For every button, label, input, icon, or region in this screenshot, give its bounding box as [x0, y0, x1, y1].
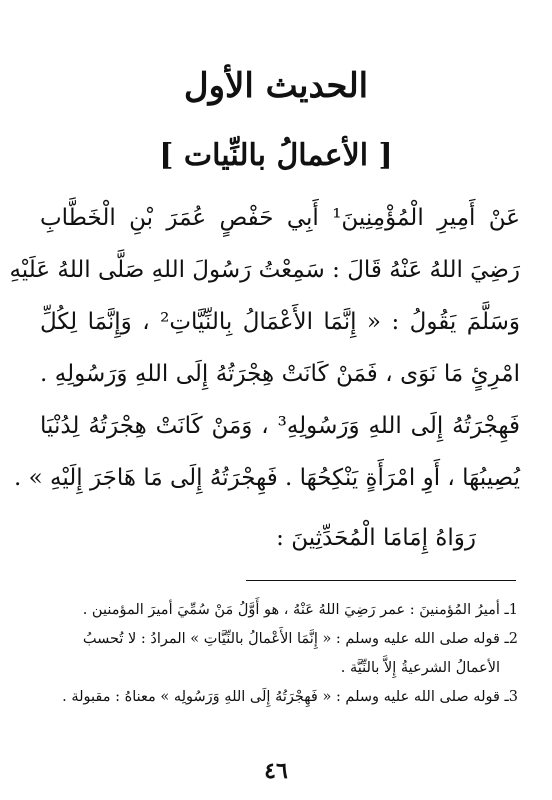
chapter-title: الحديث الأول	[183, 66, 369, 106]
footnote-2: 2ـ قوله صلى الله عليه وسلم : « إِنَّمَا الأَعْمالُ بالنِّيَّاتِ » المرادُ : لا تُحسبُ	[82, 631, 518, 647]
hadith-line: رَضِيَ اللهُ عَنْهُ قَالَ : سَمِعْتُ رَسُولَ اللهِ صَلَّى اللهُ عَلَيْهِ	[9, 257, 520, 283]
narration-line: رَوَاهُ إِمَامَا الْمُحَدِّثِينَ :	[276, 525, 476, 551]
hadith-text	[9, 192, 521, 504]
footnotes	[34, 596, 518, 712]
footnote-3: 3ـ قوله صلى الله عليه وسلم : « فَهِجْرَتُهُ إِلَى اللهِ وَرَسُولِه » معناهُ : مقبولة .	[62, 689, 518, 705]
hadith-line: امْرِئٍ مَا نَوَى ، فَمَنْ كَانَتْ هِجْرَتُهُ إِلَى اللهِ وَرَسُولِهِ .	[40, 361, 520, 387]
hadith-line: عَنْ أَمِيرِ الْمُؤْمِنِينَ¹ أَبِي حَفْصٍ عُمَرَ بْنِ الْخَطَّابِ	[40, 205, 520, 231]
hadith-line: يُصِيبُهَا ، أَوِ امْرَأَةٍ يَنْكِحُهَا . فَهِجْرَتُهُ إِلَى مَا هَاجَرَ إِلَيْهِ » .	[14, 465, 520, 491]
footnote-1: 1ـ أميرُ المُؤمنينَ : عمر رَضِيَ اللهُ عَنْهُ ، هو أَوَّلُ مَنْ سُمِّيَ أميرَ المؤمنين .	[82, 602, 518, 618]
hadith-line: فَهِجْرَتُهُ إِلَى اللهِ وَرَسُولِهِ³ ، وَمَنْ كَانَتْ هِجْرَتُهُ لِدُنْيَا	[40, 413, 521, 439]
footnote-divider	[246, 580, 516, 581]
page-number: ٤٦	[264, 758, 288, 784]
section-title: [ الأعمالُ بالنِّيات ]	[159, 138, 393, 173]
hadith-line: وَسَلَّمَ يَقُولُ : « إِنَّمَا الأَعْمَالُ بِالنِّيَّاتِ² ، وَإِنَّمَا لِكُلِّ	[40, 309, 520, 335]
footnote-2-continuation: الأعمالُ الشرعيةُ إِلاَّ بالنِّيَّة .	[340, 660, 500, 676]
